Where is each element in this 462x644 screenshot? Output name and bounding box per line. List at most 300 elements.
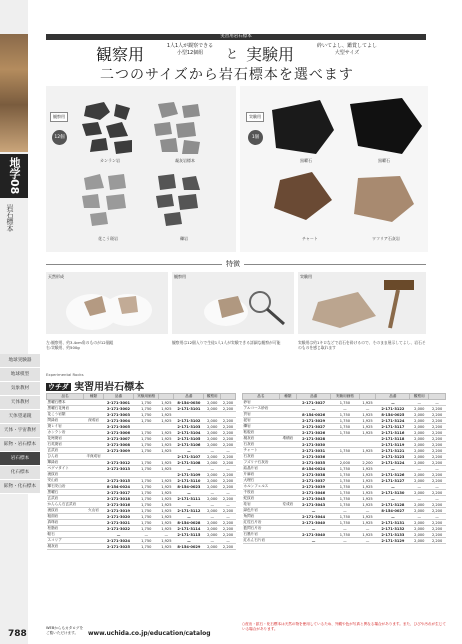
strip-photo — [0, 34, 28, 152]
table-cell: — — [359, 406, 376, 412]
table-cell: 2,200 — [429, 412, 446, 418]
observation-caption-2: 凝灰岩標本 — [175, 158, 195, 163]
table-cell: 2,000 — [410, 412, 429, 418]
product-title: ウチダ 実習用岩石標本 — [48, 382, 145, 393]
table-cell: 1,750 — [331, 424, 360, 430]
table-cell: 2,000 — [410, 532, 429, 538]
table-cell: 2-171-3035 — [297, 460, 331, 466]
table-cell: 1,925 — [159, 460, 174, 466]
table-cell: — — [221, 448, 236, 454]
table-cell: 角閃岩 — [243, 514, 280, 520]
footer-url[interactable]: www.uchida.co.jp/education/catalog — [88, 630, 211, 637]
table-cell: 2-171-3043 — [297, 502, 331, 508]
table-cell: 2-171-3133 — [376, 532, 410, 538]
table-cell: 玄武岩 — [47, 496, 84, 502]
table-cell: 2-171-3109 — [174, 472, 204, 478]
table-cell: 1,750 — [331, 490, 360, 496]
table-cell: 1,925 — [359, 514, 376, 520]
table-cell: 1,750 — [331, 502, 360, 508]
table-cell: 1,750 — [134, 502, 159, 508]
table-cell: — — [204, 514, 221, 520]
table-cell: 2,200 — [221, 454, 236, 460]
table-cell: 2,200 — [221, 472, 236, 478]
table-cell: 1,750 — [134, 508, 159, 514]
table-cell: 2,200 — [429, 490, 446, 496]
table-cell: 黒曜石 — [47, 490, 84, 496]
table-cell: 1,750 — [134, 448, 159, 454]
table-cell: ホルンフェルス — [243, 484, 280, 490]
table-cell: 1,925 — [359, 472, 376, 478]
table-cell: 1,750 — [134, 538, 159, 544]
table-cell: 8-154-0027 — [376, 508, 410, 514]
header-tag: 実習用岩石標本 — [46, 34, 426, 40]
table-cell: 1,925 — [159, 520, 174, 526]
table-cell: 2-171-3026 — [297, 430, 331, 436]
table-cell: 1,750 — [331, 430, 360, 436]
table-cell: 2,000 — [204, 544, 221, 550]
features-title: 特徴 — [222, 259, 244, 269]
table-cell: — — [410, 496, 429, 502]
table-cell: かんらん石玄武岩 — [47, 502, 84, 508]
table-cell: 1,925 — [359, 520, 376, 526]
table-cell: 2-171-3008 — [103, 442, 133, 448]
table-cell: 2-171-3132 — [376, 526, 410, 532]
table-cell: 珪岩 — [243, 502, 280, 508]
table-cell: 2,200 — [429, 502, 446, 508]
table-cell: カンラン岩 — [47, 430, 84, 436]
table-cell: ひん岩 — [47, 454, 84, 460]
table-cell: 1,925 — [159, 478, 174, 484]
table-cell: 2,200 — [429, 538, 446, 544]
table-cell: 2-171-3007 — [103, 436, 133, 442]
strip-nav-item[interactable]: 天体望遠鏡 — [0, 410, 40, 424]
table-header: 実験用価格 — [134, 394, 159, 400]
table-cell: 1,750 — [134, 418, 159, 424]
feature-photo-2 — [172, 272, 294, 334]
strip-nav — [0, 354, 40, 494]
table-cell: 2-171-3126 — [376, 472, 410, 478]
table-cell: 2-171-3123 — [376, 454, 410, 460]
table-cell: — — [204, 538, 221, 544]
table-cell: 2-171-3107 — [174, 454, 204, 460]
table-cell: 2-171-3025 — [103, 544, 133, 550]
table-cell: 2-171-3040 — [297, 532, 331, 538]
experiment-caption-1: 黒曜石 — [300, 158, 312, 163]
table-cell: 2-171-3012 — [103, 460, 133, 466]
table-cell: 1,925 — [159, 442, 174, 448]
table-cell: — — [331, 526, 360, 532]
table-cell: 2,200 — [429, 442, 446, 448]
table-cell: 斑レイ岩 — [47, 424, 84, 430]
table-cell: 2-171-3124 — [376, 418, 410, 424]
table-cell: 2,000 — [410, 460, 429, 466]
table-cell: 1,925 — [359, 478, 376, 484]
strip-nav-item[interactable]: 天体教材 — [0, 396, 40, 410]
table-cell: 砂岩 — [243, 400, 280, 406]
table-cell: 1,925 — [359, 532, 376, 538]
table-cell: 1,750 — [134, 520, 159, 526]
strip-nav-item[interactable]: 地球実験器 — [0, 354, 40, 368]
table-cell: 1,750 — [331, 466, 360, 472]
table-cell: 1,750 — [134, 484, 159, 490]
feature-caption-2: 観察用は12個入りで生徒1人1人が実験できる詳細な観察が可能 — [172, 340, 281, 345]
table-cell: 軽石 — [47, 532, 84, 538]
table-cell: 2,200 — [429, 406, 446, 412]
table-cell: 2-171-3045 — [297, 496, 331, 502]
table-cell: — — [429, 466, 446, 472]
table-cell: 2,000 — [410, 448, 429, 454]
table-cell: 2-171-3020 — [103, 514, 133, 520]
table-cell: 1,925 — [159, 508, 174, 514]
table-cell: 2-171-3016 — [103, 502, 133, 508]
table-cell: — — [429, 496, 446, 502]
table-cell: 2,200 — [221, 508, 236, 514]
table-cell: 2,000 — [204, 454, 221, 460]
table-cell: — — [376, 466, 410, 472]
table-cell: 閃緑岩 — [47, 418, 84, 424]
table-cell: 1,925 — [359, 466, 376, 472]
feature-label-1: 天然形成 — [48, 274, 64, 279]
table-cell: 2-171-3130 — [376, 490, 410, 496]
table-cell: 1,750 — [331, 412, 360, 418]
table-cell: 石灰岩 — [243, 454, 280, 460]
table-cell: 2,200 — [429, 478, 446, 484]
table-header: 品番 — [376, 394, 410, 400]
table-cell: 2,000 — [204, 460, 221, 466]
table-cell: 2-171-3117 — [376, 424, 410, 430]
table-cell: 1,925 — [159, 436, 174, 442]
table-cell: — — [376, 514, 410, 520]
table-cell: 2-171-3129 — [376, 538, 410, 544]
table-cell: 2,200 — [429, 526, 446, 532]
table-cell: 2,000 — [410, 442, 429, 448]
strip-nav-item[interactable]: 地球模型 — [0, 368, 40, 382]
table-cell: 深成岩 — [84, 418, 104, 424]
table-cell: 2,000 — [410, 478, 429, 484]
table-cell: 2,200 — [221, 544, 236, 550]
table-cell: 2,000 — [204, 478, 221, 484]
table-cell: 1,750 — [331, 484, 360, 490]
table-cell — [84, 544, 104, 550]
table-cell: 粘板岩 — [243, 430, 280, 436]
table-cell: 2,000 — [410, 454, 429, 460]
table-cell: — — [297, 538, 331, 544]
observation-rocks — [76, 98, 232, 248]
table-cell: — — [174, 502, 204, 508]
table-cell: 2,000 — [204, 484, 221, 490]
strip-nav-item[interactable]: 鉱物・化石標本 — [0, 480, 40, 494]
table-cell: 2-171-3104 — [174, 430, 204, 436]
table-cell: 2-171-3115 — [174, 532, 204, 538]
table-cell: — — [174, 490, 204, 496]
table-cell: 2,200 — [221, 478, 236, 484]
table-cell: 2-171-3028 — [297, 436, 331, 442]
table-cell: 蛇紋岩 — [243, 496, 280, 502]
table-cell: 2-171-3027 — [297, 424, 331, 430]
table-cell: — — [204, 502, 221, 508]
table-cell: 2,200 — [429, 418, 446, 424]
table-cell: 凝灰岩 — [47, 544, 84, 550]
table-cell: スコリア — [47, 538, 84, 544]
table-cell: 2-171-3101 — [174, 406, 204, 412]
table-cell: 1,750 — [134, 496, 159, 502]
table-cell: — — [134, 532, 159, 538]
table-cell: 2,000 — [410, 538, 429, 544]
strip-nav-item[interactable]: 鉱物・岩石標本 — [0, 438, 40, 452]
table-cell: — — [221, 514, 236, 520]
table-cell: — — [297, 526, 331, 532]
table-cell: 1,750 — [331, 532, 360, 538]
table-cell: 2-171-3044 — [297, 514, 331, 520]
table-cell: 2-171-3006 — [103, 430, 133, 436]
table-cell: 1,925 — [359, 424, 376, 430]
feature-caption-3: 実験用は約1キロなどで岩石を砕けるので、そのまま展示してよし、岩石そのものを感じ取れます — [298, 340, 426, 350]
table-cell: 石英斑岩 — [47, 442, 84, 448]
table-cell: 2-171-3018 — [103, 496, 133, 502]
strip-nav-item[interactable]: 岩石標本 — [0, 452, 40, 466]
brand-badge: ウチダ — [48, 383, 69, 391]
table-cell: 2-171-3003 — [103, 412, 133, 418]
table-cell: 8-154-0023 — [174, 484, 204, 490]
table-cell: 2,000 — [410, 490, 429, 496]
table-cell: — — [376, 400, 410, 406]
table-cell: 2-171-3124 — [376, 460, 410, 466]
table-cell: 1,925 — [159, 544, 174, 550]
table-cell: 1,925 — [159, 418, 174, 424]
table-cell: 2,200 — [221, 442, 236, 448]
kansatsu-sub: 1人1人が観察できる 小型12個組 — [166, 43, 214, 56]
table-cell: 1,925 — [159, 538, 174, 544]
table-cell: 半深成岩 — [84, 454, 104, 460]
table-cell: 1,925 — [359, 490, 376, 496]
table-cell: 2-171-3004 — [103, 418, 133, 424]
table-cell: 黒曜石標本 — [47, 400, 84, 406]
table-cell: 1,750 — [331, 418, 360, 424]
table-cell: ペグマタイト — [47, 466, 84, 472]
table-cell: — — [359, 526, 376, 532]
feature-label-2: 観察用 — [174, 274, 186, 279]
table-cell: 1,750 — [134, 430, 159, 436]
table-cell: 1,750 — [134, 478, 159, 484]
table-cell: 1,925 — [159, 496, 174, 502]
table-cell: 片麻岩 — [243, 472, 280, 478]
table-cell: アルコース砂岩 — [243, 406, 280, 412]
table-cell: 1,750 — [134, 514, 159, 520]
table-cell: 2-171-3110 — [174, 478, 204, 484]
table-cell: 8-154-0030 — [174, 400, 204, 406]
price-table-left — [46, 393, 236, 550]
table-cell: 1,750 — [331, 448, 360, 454]
table-cell: 2-171-3038 — [297, 472, 331, 478]
table-cell: 2,000 — [410, 430, 429, 436]
table-cell: 2-171-3015 — [103, 478, 133, 484]
table-cell: — — [429, 484, 446, 490]
table-cell: 2,000 — [204, 532, 221, 538]
table-cell: 2,200 — [429, 424, 446, 430]
table-cell: 2,000 — [410, 436, 429, 442]
table-cell: 2-171-3001 — [103, 400, 133, 406]
jikken-sub: 砕いてよし、鑑賞してよし 大型サイズ — [316, 43, 377, 56]
table-cell: 1,750 — [134, 442, 159, 448]
table-cell: 2-171-3103 — [174, 424, 204, 430]
strip-section-sub: 岩石標本 — [6, 204, 14, 232]
table-header: 品番 — [103, 394, 133, 400]
table-cell: 2,000 — [204, 418, 221, 424]
table-cell: 2,200 — [429, 508, 446, 514]
table-cell: 2,000 — [410, 472, 429, 478]
experiment-size-badge: 1個 — [248, 130, 263, 145]
table-cell: 2-171-3027 — [297, 400, 331, 406]
observation-size-badge: 12個 — [52, 130, 67, 145]
table-cell: — — [331, 538, 360, 544]
table-cell: 藍閃石片岩 — [243, 526, 280, 532]
table-cell: 2-171-3111 — [174, 496, 204, 502]
table-cell: 2-171-3112 — [174, 508, 204, 514]
observation-label: 観察用 — [50, 112, 68, 122]
table-cell: 1,925 — [359, 496, 376, 502]
table-cell: 1,925 — [159, 514, 174, 520]
table-cell: — — [174, 448, 204, 454]
table-cell: 2,200 — [221, 484, 236, 490]
table-cell: 1,750 — [331, 496, 360, 502]
table-cell: 2,000 — [410, 508, 429, 514]
table-cell: 2,200 — [429, 436, 446, 442]
table-cell: — — [297, 508, 331, 514]
table-cell: 1,925 — [159, 484, 174, 490]
table-cell: 石墨片岩 — [243, 532, 280, 538]
table-cell: — — [359, 508, 376, 514]
experiment-caption-2: 黒曜石 — [378, 158, 390, 163]
table-cell: — — [429, 514, 446, 520]
table-cell: 玄武岩 — [47, 448, 84, 454]
table-cell: 凝灰岩 — [243, 436, 280, 442]
strip-nav-item[interactable]: 天体・宇宙教材 — [0, 424, 40, 438]
title-and: と — [226, 47, 239, 61]
table-cell: 頁岩 — [243, 412, 280, 418]
table-cell: 1,925 — [159, 466, 174, 472]
strip-section-title: 地学08 — [0, 154, 28, 198]
product-subtitle: Experimental Rocks — [46, 372, 84, 377]
table-cell: フズリナ石灰岩 — [243, 460, 280, 466]
table-cell: 流紋岩 — [47, 508, 84, 514]
table-cell: 1,925 — [359, 430, 376, 436]
table-cell: 2-171-3017 — [103, 490, 133, 496]
strip-nav-item[interactable]: 化石標本 — [0, 466, 40, 480]
table-cell: 輝緑岩 — [47, 460, 84, 466]
table-cell: 1,925 — [359, 412, 376, 418]
table-cell: 2,000 — [410, 526, 429, 532]
table-cell: — — [174, 466, 204, 472]
table-cell: — — [410, 484, 429, 490]
table-cell: 1,750 — [134, 544, 159, 550]
table-cell: 2-171-3002 — [103, 406, 133, 412]
table-cell: 1,750 — [331, 400, 360, 406]
table-cell: 2,200 — [429, 448, 446, 454]
table-cell: 1,925 — [159, 430, 174, 436]
table-cell: 2,000 — [410, 424, 429, 430]
table-cell: 2-171-3040 — [297, 520, 331, 526]
table-header: 品名 — [47, 394, 84, 400]
feature-photo-1 — [46, 272, 168, 334]
table-cell: — — [410, 466, 429, 472]
table-cell: 2,200 — [221, 424, 236, 430]
table-cell: — — [221, 538, 236, 544]
table-cell: 2,200 — [429, 460, 446, 466]
table-cell: 1,750 — [134, 436, 159, 442]
table-cell: 1,750 — [134, 490, 159, 496]
table-cell: — — [410, 400, 429, 406]
table-cell: — — [159, 532, 174, 538]
table-cell: 1,925 — [359, 418, 376, 424]
table-cell — [279, 538, 296, 544]
table-cell: — — [204, 448, 221, 454]
table-row — [243, 538, 446, 544]
table-cell: 1,925 — [359, 400, 376, 406]
experiment-rocks — [262, 96, 426, 246]
table-cell: 1,750 — [134, 466, 159, 472]
observation-caption-4: 礫岩 — [180, 236, 188, 241]
table-header: 品名 — [243, 394, 280, 400]
table-cell: 石灰岩 — [243, 442, 280, 448]
table-header: 種類 — [84, 394, 104, 400]
table-cell: 2,000 — [204, 508, 221, 514]
table-cell: 1,925 — [159, 412, 174, 418]
feature-photo-3 — [298, 272, 426, 334]
table-cell: 火山岩 — [84, 508, 104, 514]
table-cell: 2-171-3119 — [376, 442, 410, 448]
table-cell: 2,200 — [221, 418, 236, 424]
table-cell: 2-171-3005 — [103, 424, 133, 430]
table-cell: 1,925 — [159, 400, 174, 406]
table-cell: — — [221, 466, 236, 472]
table-cell: 2-171-3127 — [376, 478, 410, 484]
table-row — [47, 544, 236, 550]
table-cell: 2-171-3108 — [174, 460, 204, 466]
strip-nav-item[interactable]: 気象教材 — [0, 382, 40, 396]
table-cell: 1,750 — [134, 526, 159, 532]
table-cell: 1,925 — [159, 406, 174, 412]
table-cell: 2,200 — [429, 430, 446, 436]
table-cell: 千枚岩 — [243, 490, 280, 496]
table-cell: 黒曜石花崗岩 — [47, 406, 84, 412]
table-cell: 2,000 — [204, 526, 221, 532]
table-cell: 8-154-0024 — [297, 466, 331, 472]
table-cell: 8-154-0026 — [297, 412, 331, 418]
table-cell: 結晶片岩 — [243, 466, 280, 472]
table-cell: 変成岩 — [279, 502, 296, 508]
table-cell: — — [376, 484, 410, 490]
table-cell: 2-171-3116 — [376, 430, 410, 436]
table-header: 種類 — [279, 394, 296, 400]
table-cell: — — [297, 406, 331, 412]
table-cell: 1,925 — [159, 448, 174, 454]
feature-label-3: 実験用 — [300, 274, 312, 279]
main-title: 二つのサイズから岩石標本を選べます — [100, 67, 354, 83]
table-cell: 1,925 — [159, 490, 174, 496]
experiment-caption-3: チャート — [302, 236, 318, 241]
table-cell: 2,200 — [221, 436, 236, 442]
table-cell: 花こう岩類 — [47, 412, 84, 418]
table-cell: 粗面岩 — [47, 514, 84, 520]
table-cell: — — [103, 532, 133, 538]
table-cell: 1,925 — [359, 484, 376, 490]
table-cell: 2,000 — [204, 442, 221, 448]
table-cell: — — [204, 490, 221, 496]
table-cell: 2-171-3039 — [297, 484, 331, 490]
feature-caption-1: 左:観察用、約3.4cm角のものが12個組 右:実験用、約500g — [46, 340, 114, 350]
table-cell: 2-171-3122 — [376, 406, 410, 412]
table-cell: 礫岩 — [243, 424, 280, 430]
